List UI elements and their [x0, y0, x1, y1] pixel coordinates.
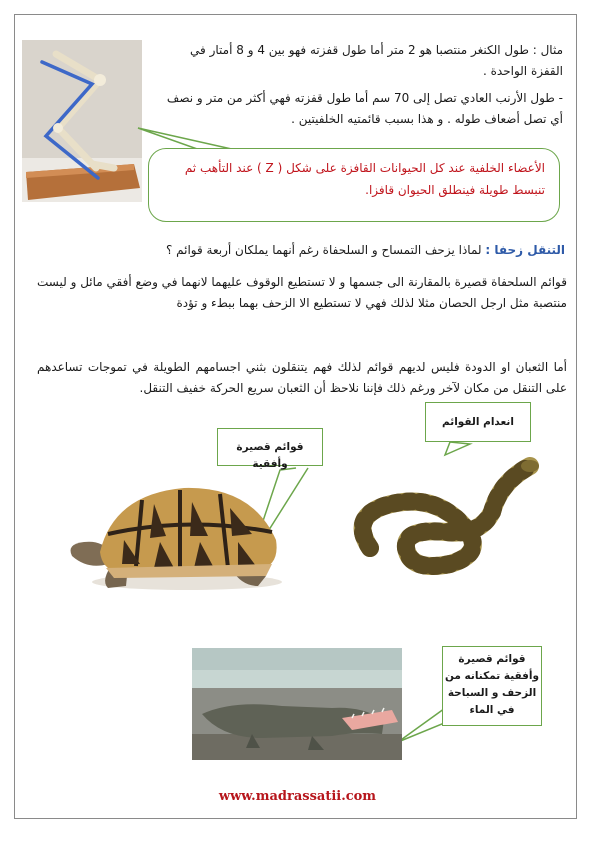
crawling-heading: [45, 240, 565, 261]
kangaroo-example-text: مثال : طول الكنغر منتصبا هو 2 متر أما طول قفزته فهو بين 4 و 8 أمتار في القفزة الواحدة .: [190, 43, 563, 78]
crawling-question: لماذا يزحف التمساح و السلحفاة رغم أنهما يملكان أربعة قوائم ؟: [165, 243, 482, 257]
footer-website-link[interactable]: www.madrassatii.com: [218, 789, 377, 804]
snake-paragraph: أما الثعبان او الدودة فليس لديهم قوائم لذلك فهم يتنقلون بثني اجسامهم الطويلة في تموجات تساعدهم على التنقل من مكان لآخر ورغم ذلك فإننا نلاحظ أن الثعبان سريع الحركة خفيف التنقل.: [37, 360, 567, 395]
tortoise-image: [62, 478, 287, 596]
crawling-title: التنقل زحفا :: [485, 243, 565, 257]
turtle-paragraph: قوائم السلحفاة قصيرة بالمقارنة الى جسمها و لا تستطيع الوقوف عليهما لانهما في وضع أفقي مائل و ليست منتصبة مثل ارجل الحصان مثلا لذلك فهي لا تستطيع الا الزحف بهما ببطء و تؤدة: [37, 275, 567, 310]
crocodile-legs-label: قوائم قصيرة وأفقية تمكنانه من الزحف و السباحة في الماء: [442, 646, 542, 726]
python-snake-image: [350, 452, 540, 588]
hind-limbs-callout-text: الأعضاء الخلفية عند كل الحيوانات القافزة على شكل ( Z ) عند التأهب ثم تنبسط طويلة فينطلق الحيوان قافزا.: [184, 161, 545, 197]
rabbit-text: - طول الأرنب العادي تصل إلى 70 سم أما طول قفزته فهي أكثر من متر و نصف أي تصل أضعاف طوله . و هذا بسبب قائمتيه الخلفيتين .: [166, 91, 563, 126]
hind-limbs-callout: [148, 148, 560, 222]
turtle-legs-label: قوائم قصيرة وأفقية: [217, 428, 323, 466]
crocodile-image: [192, 648, 402, 760]
snake-no-legs-label: انعدام القوائم: [425, 402, 531, 442]
